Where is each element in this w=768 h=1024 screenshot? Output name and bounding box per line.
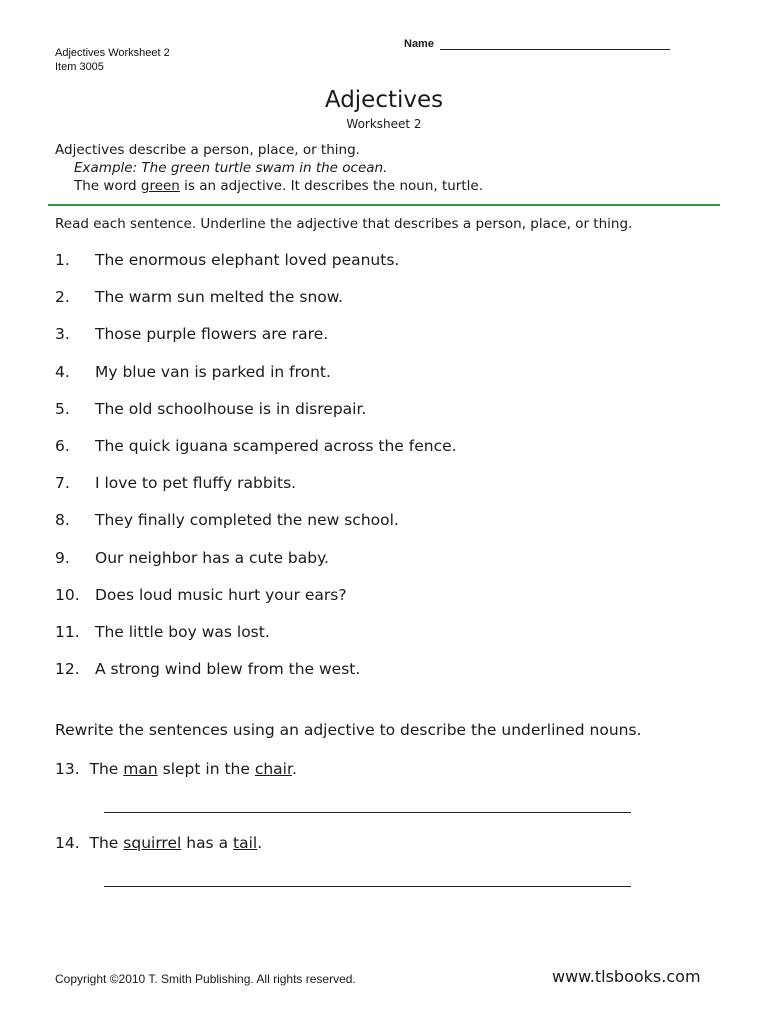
sentence-number: 3. xyxy=(55,325,70,344)
underlined-noun: chair xyxy=(254,760,292,778)
sentence-item xyxy=(55,288,343,306)
sentence-number: 1. xyxy=(55,251,70,269)
sentence-text[interactable]: A strong wind blew from the west. xyxy=(95,660,361,679)
page-subtitle: Worksheet 2 xyxy=(346,117,422,131)
sentence-number: 7. xyxy=(55,474,70,493)
underlined-noun: tail xyxy=(233,834,258,852)
sentence-item xyxy=(55,400,366,418)
sentence-text[interactable]: They finally completed the new school. xyxy=(95,511,399,530)
underlined-noun: man xyxy=(123,760,158,778)
sentence-number: 10. xyxy=(55,585,80,604)
rewrite-item-14: 14. The squirrel has a tail. xyxy=(55,834,263,852)
name-line[interactable] xyxy=(440,49,670,50)
sentence-item xyxy=(55,251,399,269)
sentence-text[interactable]: The quick iguana scampered across the fence. xyxy=(95,437,457,455)
sentence-text[interactable]: The enormous elephant loved peanuts. xyxy=(95,251,400,269)
sentence-text[interactable]: Our neighbor has a cute baby. xyxy=(95,548,329,567)
worksheet-name: Adjectives Worksheet 2 xyxy=(55,47,170,59)
instructions-part1: Read each sentence. Underline the adjective that describes a person, place, or thing. xyxy=(55,216,633,232)
underlined-noun: squirrel xyxy=(123,834,182,852)
sentence-text[interactable]: Does loud music hurt your ears? xyxy=(95,585,347,604)
sentence-item xyxy=(55,549,329,567)
green-divider xyxy=(48,204,720,206)
sentence-text[interactable]: The old schoolhouse is in disrepair. xyxy=(95,399,367,418)
sentence-text[interactable]: Those purple flowers are rare. xyxy=(95,325,329,344)
website-link[interactable]: www.tlsbooks.com xyxy=(552,967,701,986)
sentence-text[interactable]: I love to pet fluffy rabbits. xyxy=(95,474,297,493)
sentence-item xyxy=(55,325,328,343)
sentence-item xyxy=(55,586,347,604)
item-number: Item 3005 xyxy=(55,61,104,73)
intro-definition: Adjectives describe a person, place, or thing. xyxy=(55,142,360,158)
sentence-text[interactable]: My blue van is parked in front. xyxy=(95,362,331,381)
sentence-number: 9. xyxy=(55,548,70,567)
sentence-number: 2. xyxy=(55,288,70,307)
instructions-part2: Rewrite the sentences using an adjective to describe the underlined nouns. xyxy=(55,721,642,739)
intro-explanation: The word green is an adjective. It describes the noun, turtle. xyxy=(74,178,483,194)
sentence-text[interactable]: The warm sun melted the snow. xyxy=(95,288,343,307)
sentence-item xyxy=(55,511,399,529)
rewrite-item-13: 13. The man slept in the chair. xyxy=(55,760,297,778)
example-adjective: green xyxy=(140,178,180,194)
sentence-number: 5. xyxy=(55,399,70,418)
sentence-text[interactable]: The little boy was lost. xyxy=(95,623,270,641)
sentence-item xyxy=(55,474,296,492)
sentence-number: 8. xyxy=(55,511,70,530)
answer-line-13[interactable] xyxy=(104,812,631,813)
sentence-item xyxy=(55,623,270,641)
answer-line-14[interactable] xyxy=(104,886,631,887)
sentence-item xyxy=(55,363,331,381)
copyright: Copyright ©2010 T. Smith Publishing. All rights reserved. xyxy=(55,972,356,986)
sentence-number: 4. xyxy=(55,362,70,381)
sentence-item xyxy=(55,660,360,678)
name-label: Name xyxy=(404,38,434,50)
sentence-number: 11. xyxy=(55,623,80,641)
example-label: Example: xyxy=(74,160,138,176)
sentence-number: 6. xyxy=(55,437,70,455)
sentence-item xyxy=(55,437,457,455)
page-title: Adjectives xyxy=(324,87,444,113)
sentence-number: 12. xyxy=(55,660,80,679)
example-text: The green turtle swam in the ocean. xyxy=(141,160,388,176)
intro-example xyxy=(74,160,387,176)
